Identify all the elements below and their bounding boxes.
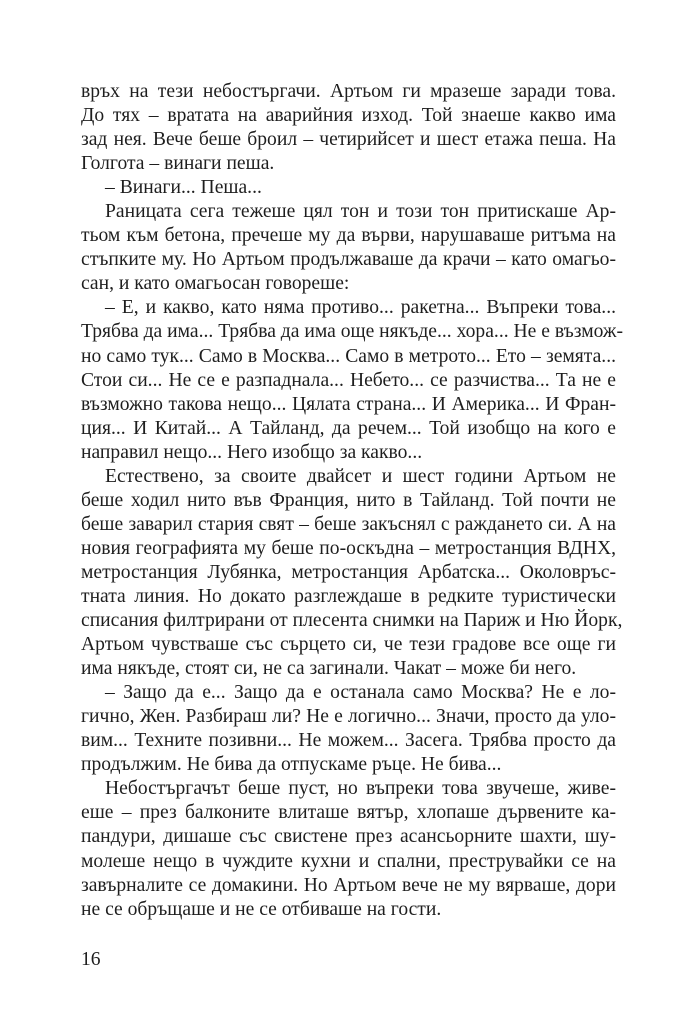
text-line: Естествено, за своите двайсет и шест години Артьом не (105, 465, 616, 487)
text-line: има някъде, стоят си, не са загинали. Чакат – може би него. (81, 658, 577, 680)
text-line: сан, и като омагьосан говореше: (81, 273, 350, 295)
text-line: До тях – вратата на аварийния изход. Той знаеше какво има (81, 105, 616, 127)
text-line: гично, Жен. Разбираш ли? Не е логично... Значи, просто да уло- (81, 706, 616, 728)
text-line: продължим. Не бива да отпускаме ръце. Не бива... (81, 754, 502, 776)
text-line: списания филтрирани от плесента снимки на Париж и Ню Йорк, (81, 610, 623, 632)
text-line: стъпките му. Но Артьом продължаваше да крачи – като омагьо- (81, 249, 616, 271)
text-line: – Защо да е... Защо да е останала само Москва? Не е ло- (105, 682, 616, 704)
text-line: – Винаги... Пеша... (105, 177, 262, 199)
text-line: тьом към бетона, пречеше му да върви, нарушаваше ритъма на (81, 225, 616, 247)
text-line: – Е, и какво, като няма противо... ракетна... Въпреки това... (105, 297, 616, 319)
text-line: тната линия. Но докато разглеждаше в редките туристически (81, 585, 616, 607)
text-line: молеше нещо в чуждите кухни и спални, преструвайки се на (81, 850, 616, 872)
text-line: пандури, дишаше със свистене през асансьорните шахти, шу- (81, 826, 616, 848)
text-line: но само тук... Само в Москва... Само в метрото... Ето – земята... (81, 345, 616, 367)
text-line: не се обръщаше и не се отбиваше на гости. (81, 898, 442, 920)
body-text (81, 80, 623, 922)
text-line: беше заварил стария свят – беше закъснял с раждането си. А на (81, 513, 616, 535)
text-line: вим... Техните позивни... Не можем... Засега. Трябва просто да (81, 730, 616, 752)
text-line: беше ходил нито във Франция, нито в Тайланд. Той почти не (81, 489, 616, 511)
text-line: ция... И Китай... А Тайланд, да речем... Той изобщо на кого е (81, 417, 616, 439)
text-line: връх на тези небостъргачи. Артьом ги мразеше заради това. (81, 81, 616, 102)
text-line: завърналите се домакини. Но Артьом вече не му вярваше, дори (81, 874, 616, 896)
text-line: Голгота – винаги пеша. (81, 153, 275, 175)
text-line: направил нещо... Него изобщо за какво... (81, 441, 423, 463)
text-line: метростанция Лубянка, метростанция Арбатска... Околовръс- (81, 561, 616, 583)
text-line: Трябва да има... Трябва да има още някъде... хора... Не е възмож- (81, 321, 623, 343)
text-line: Стои си... Не се е разпаднала... Небето... се разчиства... Та не е (81, 369, 616, 391)
page-number: 16 (81, 949, 101, 970)
text-line: Артьом чувстваше със сърцето си, че тези градове все още ги (81, 634, 616, 656)
text-line: еше – през балконите влиташе вятър, хлопаше дървените ка- (81, 802, 616, 824)
text-line: Раницата сега тежеше цял тон и този тон притискаше Ар- (105, 201, 616, 223)
text-line: зад нея. Вече беше броил – четирийсет и шест етажа пеша. На (81, 129, 616, 151)
text-line: възможно такова нещо... Цялата страна... И Америка... И Фран- (81, 393, 616, 415)
text-line: новия географията му беше по-оскъдна – метростанция ВДНХ, (81, 537, 616, 559)
text-line: Небостъргачът беше пуст, но въпреки това звучеше, живе- (105, 778, 616, 800)
